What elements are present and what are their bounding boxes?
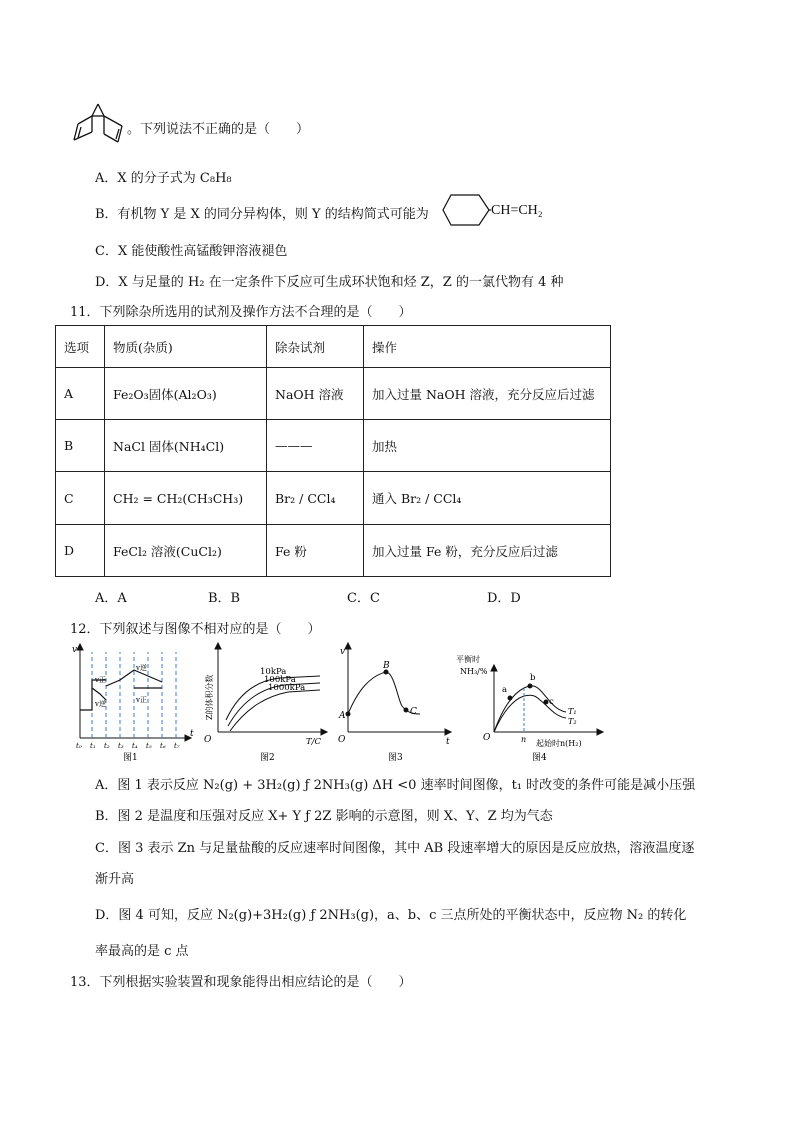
q12-option-c-line1: C．图 3 表示 Zn 与足量盐酸的反应速率时间图像，其中 AB 段速率增大的原因是反应放热，溶液温度逐	[95, 841, 695, 856]
fig3-label-b: B	[383, 661, 390, 671]
table-cell: A	[56, 368, 105, 420]
q11-choice-a: A．A	[95, 591, 127, 606]
table-cell: Fe₂O₃固体(Al₂O₃)	[105, 368, 267, 420]
table-cell: 加入过量 Fe 粉，充分反应后过滤	[364, 525, 611, 577]
table-cell: 加入过量 NaOH 溶液，充分反应后过滤	[364, 368, 611, 420]
table-cell: D	[56, 525, 105, 577]
table-cell: 通入 Br₂ / CCl₄	[364, 472, 611, 525]
q12-option-d-line2: 率最高的是 c 点	[95, 944, 189, 959]
header-cell: 选项	[56, 326, 105, 368]
table-cell: CH₂ = CH₂(CH₃CH₃)	[105, 472, 267, 525]
fig4-label-b: b	[530, 673, 536, 683]
fig2-series-label: 100kPa	[264, 675, 296, 685]
fig1-caption: 图1	[123, 753, 138, 763]
fig3-label-c: C	[410, 707, 417, 717]
fig4-point-c	[544, 700, 549, 705]
table-cell: ———	[267, 420, 364, 472]
q13-stem: 13．下列根据实验装置和现象能得出相应结论的是（ ）	[70, 975, 412, 990]
table-row	[56, 525, 611, 577]
fig4-label-c: c	[549, 697, 554, 707]
table-cell: NaCl 固体(NH₄Cl)	[105, 420, 267, 472]
fig1-tick: t₃	[118, 742, 124, 750]
q11-choice-b: B．B	[208, 591, 241, 606]
fig3-origin: O	[338, 735, 346, 745]
fig4-caption: 图4	[532, 753, 547, 763]
figure-2	[200, 640, 330, 765]
fig4-n-label: n	[521, 735, 527, 744]
fig2-series-label: 10kPa	[260, 667, 287, 677]
table-cell: NaOH 溶液	[267, 368, 364, 420]
table-cell: Br₂ / CCl₄	[267, 472, 364, 525]
fig2-y-label: Z的体积分数	[205, 674, 214, 720]
fig2-origin: O	[204, 735, 212, 745]
q10-option-d: D．X 与足量的 H₂ 在一定条件下反应可生成环状饱和烃 Z，Z 的一氯代物有 4 种	[95, 275, 564, 290]
q10-option-a: A．X 的分子式为 C₈H₈	[95, 171, 232, 186]
fig3-caption: 图3	[388, 753, 403, 763]
q11-choice-c: C．C	[347, 591, 380, 606]
q10-option-c: C．X 能使酸性高锰酸钾溶液褪色	[95, 244, 288, 259]
q12-option-c-line2: 渐升高	[95, 872, 135, 887]
header-cell: 物质(杂质)	[105, 326, 267, 368]
fig1-tick: t₇	[174, 742, 180, 750]
fig4-origin: O	[483, 733, 491, 743]
table-cell: 加热	[364, 420, 611, 472]
fig1-y-label: v	[72, 645, 78, 655]
fig1-tick: t₆	[160, 742, 166, 750]
fig3-x-label: t	[446, 737, 450, 747]
header-cell: 操作	[364, 326, 611, 368]
benzene-ring-image	[441, 193, 491, 227]
fig3-point-a	[346, 712, 351, 717]
fig4-series-t2: T₂	[568, 717, 577, 726]
q12-option-d-line1: D．图 4 可知，反应 N₂(g)+3H₂(g) ƒ 2NH₃(g)，a、b、c 三点所处的平衡状态中，反应物 N₂ 的转化	[95, 908, 687, 923]
header-cell: 除杂试剂	[267, 326, 364, 368]
figure-4	[456, 640, 614, 765]
fig2-series-label: 1000kPa	[268, 683, 306, 693]
table-cell: C	[56, 472, 105, 525]
q10-stem: 。下列说法不正确的是（ ）	[127, 122, 310, 137]
figure-3	[330, 640, 455, 765]
fig1-tick: t₂	[104, 742, 110, 750]
fig1-tick: t₄	[132, 742, 138, 750]
fig4-point-b	[528, 684, 533, 689]
q12-stem: 12．下列叙述与图像不相对应的是（ ）	[70, 622, 321, 637]
fig3-y-label: v	[340, 647, 346, 657]
fig1-label-v-pos: v正	[95, 676, 106, 684]
q11-choice-d: D．D	[487, 591, 521, 606]
table-header-row	[56, 326, 611, 368]
fig4-series-t1: T₁	[568, 707, 577, 716]
fig4-label-a: a	[502, 685, 508, 695]
fig2-caption: 图2	[260, 753, 275, 763]
fig2-x-label: T/C	[306, 737, 322, 747]
table-row	[56, 472, 611, 525]
q10-option-b: B．有机物 Y 是 X 的同分异构体，则 Y 的结构简式可能为	[95, 207, 429, 222]
table-row	[56, 420, 611, 472]
fig3-label-a: A	[339, 711, 346, 721]
q12-option-b: B．图 2 是温度和压强对反应 X+ Y ƒ 2Z 影响的示意图，则 X、Y、Z 均为气态	[95, 809, 553, 824]
fig1-label-v-pos-2: v正	[136, 696, 147, 704]
fig1-label-v-neg: v逆	[95, 700, 106, 708]
fig3-point-c	[404, 708, 409, 713]
table-row	[56, 368, 611, 420]
fig1-tick: t₀	[76, 742, 82, 750]
table-cell: B	[56, 420, 105, 472]
fig1-tick: t₁	[90, 742, 96, 750]
q11-table	[55, 325, 611, 577]
fig4-y-label-1: 平衡时	[456, 655, 480, 664]
fig1-label-v-neg-2: v逆	[136, 664, 147, 672]
table-cell: FeCl₂ 溶液(CuCl₂)	[105, 525, 267, 577]
fig1-x-label: t	[190, 729, 194, 739]
bicyclic-structure-image	[70, 100, 130, 152]
q12-option-a: A．图 1 表示反应 N₂(g) + 3H₂(g) ƒ 2NH₃(g) ΔH <0 速率时间图像，t₁ 时改变的条件可能是减小压强	[95, 778, 696, 793]
fig4-y-label-2: NH₃/%	[460, 667, 488, 676]
table-cell: Fe 粉	[267, 525, 364, 577]
fig4-x-label: 起始时n(H₂)	[536, 739, 582, 748]
figure-1	[70, 640, 200, 765]
fig4-point-a	[508, 696, 513, 701]
fig1-tick: t₅	[146, 742, 152, 750]
q11-stem: 11．下列除杂所选用的试剂及操作方法不合理的是（ ）	[70, 305, 412, 320]
q10-option-b-vinyl: CH=CH₂	[491, 203, 543, 218]
